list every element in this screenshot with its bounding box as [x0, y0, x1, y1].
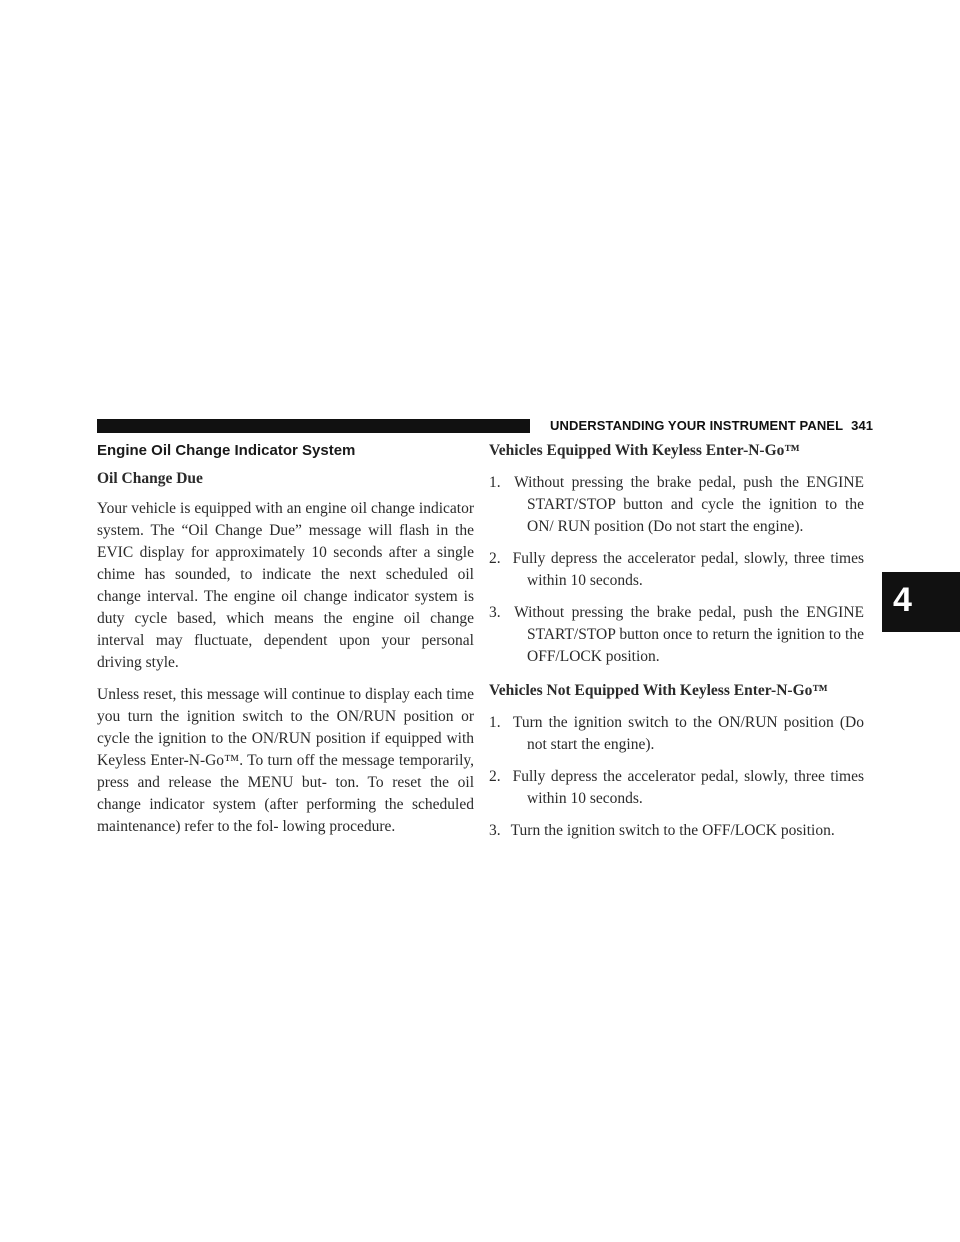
step-number: 1. [489, 474, 501, 491]
step-number: 2. [489, 768, 501, 785]
list-item [489, 766, 864, 810]
left-column [97, 440, 474, 848]
list-item [489, 472, 864, 538]
page-number: 341 [851, 418, 874, 433]
nonkeyless-title: Vehicles Not Equipped With Keyless Enter-N-Go™ [489, 682, 828, 699]
list-item [489, 820, 864, 842]
step-number: 3. [489, 822, 501, 839]
step-text: Turn the ignition switch to the ON/RUN position (Do not start the engine). [512, 714, 864, 753]
right-column [489, 440, 864, 854]
list-item [489, 712, 864, 756]
chapter-number: 4 [893, 581, 912, 619]
paragraph: Your vehicle is equipped with an engine oil change indicator system. The “Oil Change Due” message will flash in the EVIC display for approximately 10 seconds after a single chime has sounded, to indicate the next scheduled oil change interval. The engine oil change indicator system is duty cycle based, which means the engine oil change interval may fluctuate, dependent upon your personal driving style. [97, 500, 474, 671]
step-text: Without pressing the brake pedal, push the ENGINE START/STOP button and cycle the ignition to the ON/ RUN position (Do not start the engine). [514, 474, 864, 535]
step-number: 2. [489, 550, 501, 567]
paragraph: Unless reset, this message will continue to display each time you turn the ignition switch to the ON/RUN position or cycle the ignition to the ON/RUN position if equipped with Keyless Enter-N-Go™. To turn off the message temporarily, press and release the MENU but- ton. To reset the oil change indicator system (after performing the scheduled maintenance) refer to the fol- lowing procedure. [97, 686, 474, 835]
step-text: Without pressing the brake pedal, push the ENGINE START/STOP button once to return the ignition to the OFF/LOCK position. [514, 604, 864, 665]
section-title: Engine Oil Change Indicator System [97, 442, 356, 459]
list-item [489, 602, 864, 668]
step-text: Fully depress the accelerator pedal, slowly, three times within 10 seconds. [512, 768, 865, 807]
step-text: Turn the ignition switch to the OFF/LOCK position. [510, 822, 835, 839]
step-number: 1. [489, 714, 501, 731]
header-rule [97, 419, 530, 433]
subsection-title: Oil Change Due [97, 470, 203, 487]
chapter-tab [882, 572, 960, 632]
step-number: 3. [489, 604, 501, 621]
list-item [489, 548, 864, 592]
keyless-title: Vehicles Equipped With Keyless Enter-N-Go™ [489, 442, 800, 459]
keyless-steps [489, 472, 864, 668]
header-title: UNDERSTANDING YOUR INSTRUMENT PANEL [550, 418, 844, 433]
running-header [550, 418, 873, 433]
nonkeyless-steps [489, 712, 864, 842]
step-text: Fully depress the accelerator pedal, slowly, three times within 10 seconds. [512, 550, 865, 589]
